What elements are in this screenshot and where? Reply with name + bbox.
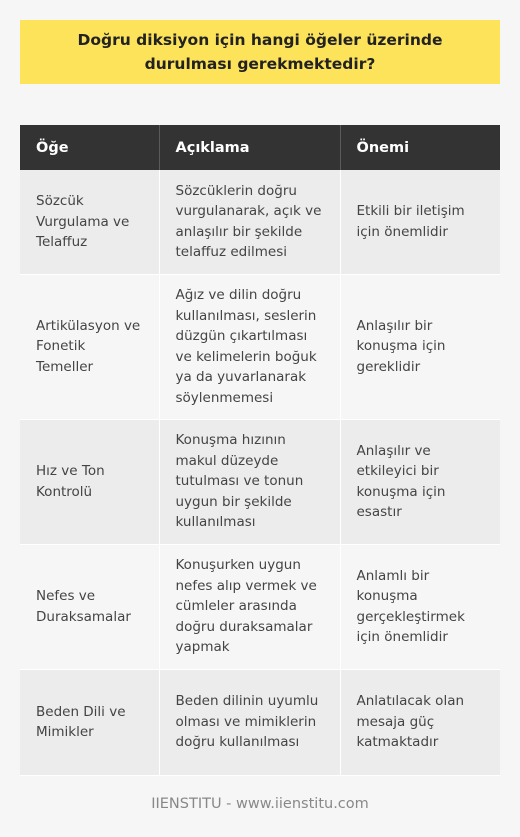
header-importance: Önemi <box>340 125 500 170</box>
cell-importance: Anlamlı bir konuşma gerçekleştirmek için önemlidir <box>340 544 500 669</box>
title-banner <box>20 20 500 84</box>
table-row <box>20 544 500 669</box>
cell-item: Hız ve Ton Kontrolü <box>20 419 159 544</box>
table-row <box>20 170 500 274</box>
diction-table <box>20 125 500 776</box>
cell-importance: Anlaşılır ve etkileyici bir konuşma için esastır <box>340 419 500 544</box>
cell-item: Beden Dili ve Mimikler <box>20 669 159 775</box>
header-description: Açıklama <box>159 125 340 170</box>
table-row <box>20 419 500 544</box>
cell-description: Ağız ve dilin doğru kullanılması, seslerin düzgün çıkartılması ve kelimelerin boğuk ya da yuvarlanarak söylenmemesi <box>159 274 340 419</box>
cell-item: Nefes ve Duraksamalar <box>20 544 159 669</box>
table-row <box>20 669 500 775</box>
cell-item: Artikülasyon ve Fonetik Temeller <box>20 274 159 419</box>
table-header-row <box>20 125 500 170</box>
cell-description: Beden dilinin uyumlu olması ve mimiklerin doğru kullanılması <box>159 669 340 775</box>
cell-importance: Anlaşılır bir konuşma için gereklidir <box>340 274 500 419</box>
cell-description: Konuşurken uygun nefes alıp vermek ve cümleler arasında doğru duraksamalar yapmak <box>159 544 340 669</box>
cell-importance: Etkili bir iletişim için önemlidir <box>340 170 500 274</box>
cell-description: Sözcüklerin doğru vurgulanarak, açık ve anlaşılır bir şekilde telaffuz edilmesi <box>159 170 340 274</box>
header-item: Öğe <box>20 125 159 170</box>
page-title: Doğru diksiyon için hangi öğeler üzerinde durulması gerekmektedir? <box>77 30 443 73</box>
table-row <box>20 274 500 419</box>
cell-item: Sözcük Vurgulama ve Telaffuz <box>20 170 159 274</box>
cell-importance: Anlatılacak olan mesaja güç katmaktadır <box>340 669 500 775</box>
footer-credit: IIENSTITU - www.iienstitu.com <box>151 796 369 812</box>
cell-description: Konuşma hızının makul düzeyde tutulması ve tonun uygun bir şekilde kullanılması <box>159 419 340 544</box>
